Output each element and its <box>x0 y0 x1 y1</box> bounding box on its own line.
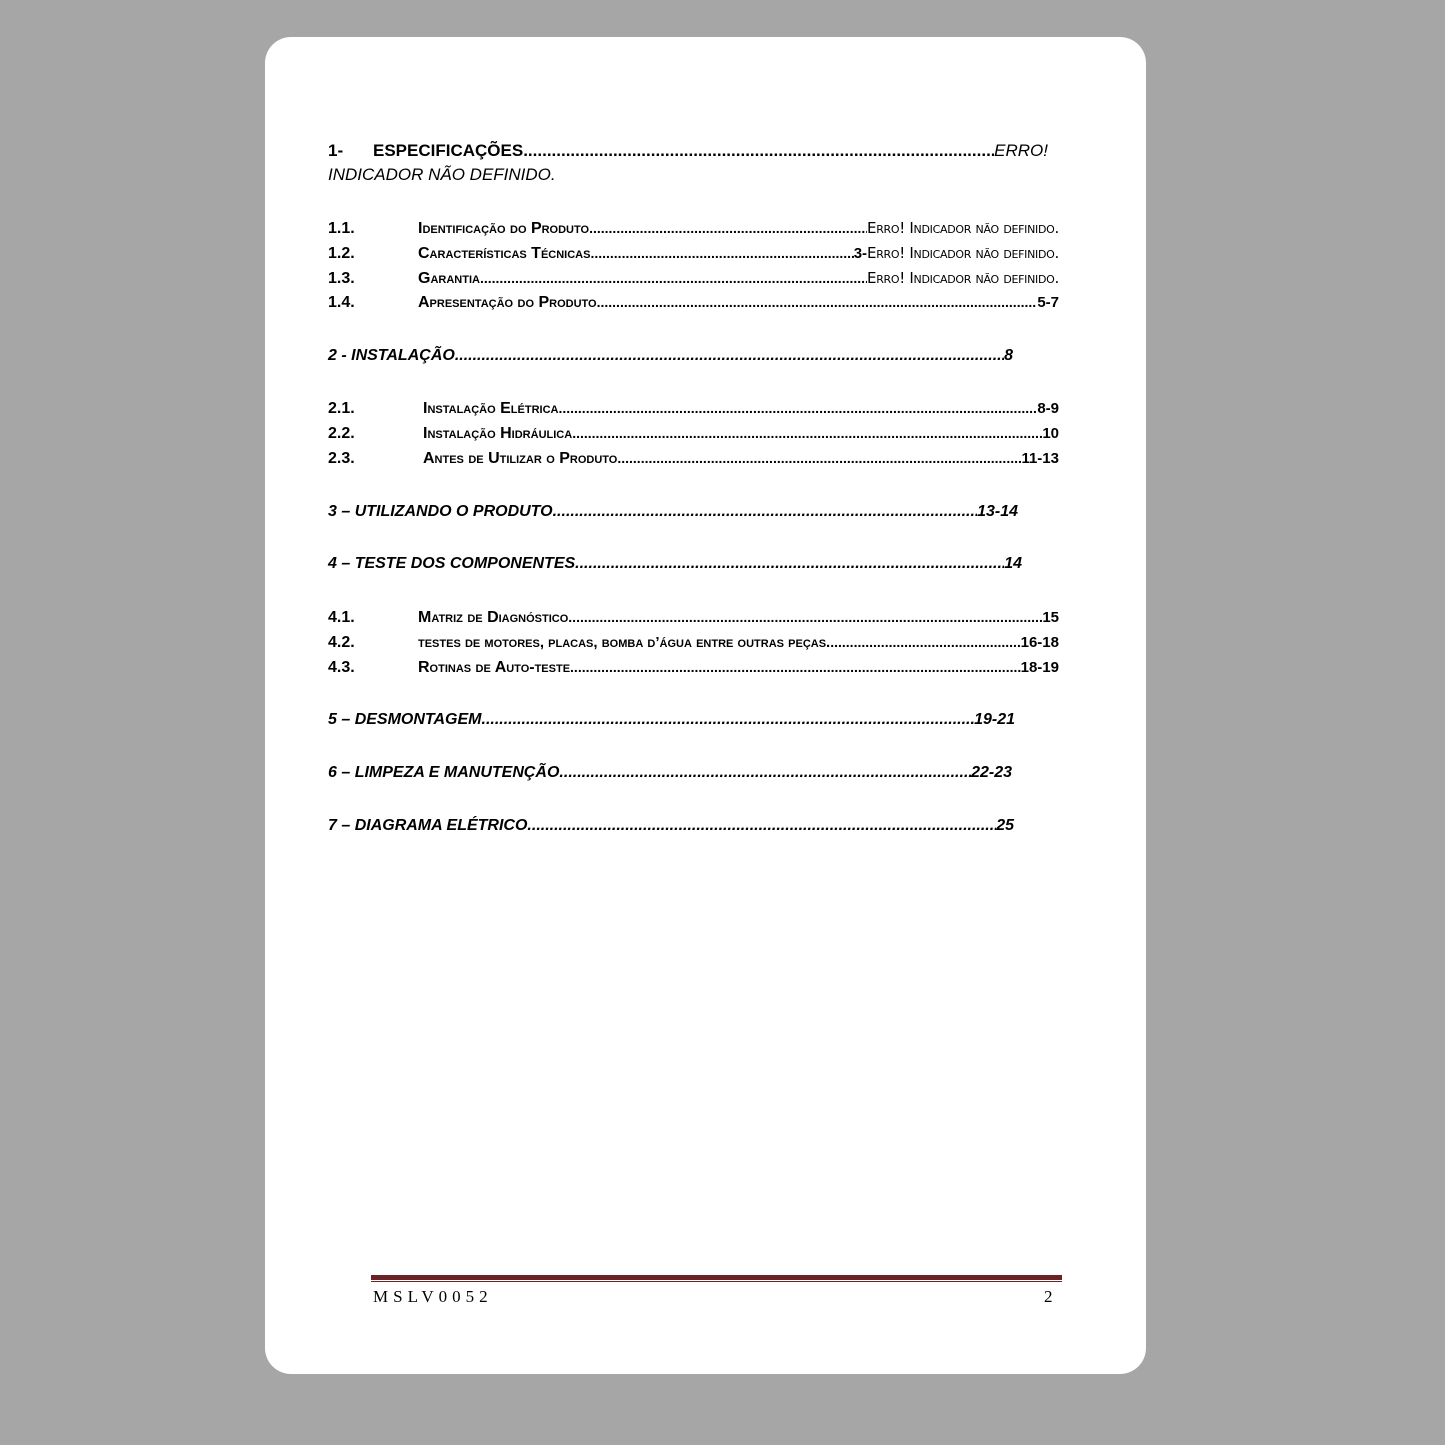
toc-page-ref: 16-18 <box>1020 634 1059 651</box>
toc-title: 2 - INSTALAÇÃO <box>328 347 455 364</box>
toc-number: 1.3. <box>328 270 355 287</box>
toc-leader <box>597 294 1038 310</box>
toc-entry-1-2[interactable] <box>328 244 1059 263</box>
toc-entry-2-1[interactable] <box>328 400 1059 418</box>
toc-page-ref: 19-21 <box>974 711 1015 728</box>
toc-leader <box>553 503 977 521</box>
toc-page-ref: Erro! Indicador não definido. <box>867 269 1059 287</box>
toc-title: Antes de Utilizar o Produto <box>423 450 618 467</box>
toc-entry-4-2[interactable] <box>328 634 1059 652</box>
toc-chapter-4[interactable] <box>328 555 1022 573</box>
toc-leader <box>523 141 994 161</box>
toc-leader <box>480 270 867 286</box>
toc-number: 1.1. <box>328 220 355 237</box>
toc-chapter-6[interactable] <box>328 764 1012 782</box>
toc-number: 4.1. <box>328 609 355 626</box>
toc-page-ref: 14 <box>1004 555 1022 572</box>
toc-title: Apresentação do Produto <box>418 294 597 311</box>
toc-title: 6 – LIMPEZA E MANUTENÇÃO <box>328 764 560 781</box>
toc-page-ref: Erro! Indicador não definido. <box>867 244 1059 262</box>
toc-title: testes de motores, placas, bomba d’água entre outras peças. <box>418 634 831 651</box>
toc-leader <box>559 764 971 782</box>
toc-title: 7 – DIAGRAMA ELÉTRICO <box>328 817 528 834</box>
toc-title: Instalação Elétrica <box>423 400 559 417</box>
toc-title: 4 – TESTE DOS COMPONENTES <box>328 555 576 572</box>
document-page <box>265 37 1146 1374</box>
toc-leader <box>575 555 1004 573</box>
toc-number: 2.1. <box>328 400 355 417</box>
footer-page-number: 2 <box>1044 1287 1053 1306</box>
toc-chapter-3[interactable] <box>328 503 1018 521</box>
toc-page-ref: 25 <box>996 817 1014 834</box>
footer-document-code: MSLV0052 <box>373 1287 493 1306</box>
toc-title: 5 – DESMONTAGEM <box>328 711 482 728</box>
footer-rule <box>371 1275 1062 1280</box>
toc-title: 3 – UTILIZANDO O PRODUTO <box>328 503 553 520</box>
toc-title: Identificação do Produto <box>418 220 590 237</box>
toc-number: 4.3. <box>328 659 355 676</box>
toc-page-ref: 22-23 <box>971 764 1012 781</box>
footer-rule-thin <box>371 1281 1062 1282</box>
toc-page-ref: 8-9 <box>1037 400 1059 417</box>
toc-chapter-5[interactable] <box>328 711 1015 729</box>
toc-leader <box>590 245 853 261</box>
toc-title: Rotinas de Auto-teste <box>418 659 571 676</box>
toc-title: ESPECIFICAÇÕES <box>373 141 524 160</box>
toc-entry-1-3[interactable] <box>328 269 1059 288</box>
toc-chapter-1[interactable] <box>328 141 1048 185</box>
toc-number: 1.4. <box>328 294 355 311</box>
toc-leader <box>570 659 1021 675</box>
toc-page-ref: 13-14 <box>977 503 1018 520</box>
toc-leader <box>572 425 1042 441</box>
toc-page-ref-continued: INDICADOR NÃO DEFINIDO. <box>328 165 556 184</box>
toc-page-ref: 8 <box>1004 347 1013 364</box>
toc-number: 4.2. <box>328 634 355 651</box>
toc-title: Matriz de Diagnóstico <box>418 609 569 626</box>
toc-leader <box>568 609 1042 625</box>
toc-page-ref: ERRO! <box>994 141 1048 160</box>
toc-page-ref: 5-7 <box>1037 294 1059 311</box>
toc-chapter-7[interactable] <box>328 817 1014 835</box>
toc-leader <box>589 220 867 236</box>
toc-leader <box>455 347 1004 365</box>
toc-page-prefix: 3- <box>853 245 868 262</box>
toc-entry-1-4[interactable] <box>328 294 1059 312</box>
toc-page-ref: 15 <box>1042 609 1059 626</box>
toc-number: 2.2. <box>328 425 355 442</box>
toc-leader <box>830 634 1020 650</box>
toc-page-ref: 18-19 <box>1020 659 1059 676</box>
toc-entry-2-3[interactable] <box>328 450 1059 468</box>
toc-entry-1-1[interactable] <box>328 219 1059 238</box>
toc-number: 1- <box>328 141 344 160</box>
toc-entry-2-2[interactable] <box>328 425 1059 443</box>
toc-title: Instalação Hidráulica <box>423 425 573 442</box>
toc-page-ref: Erro! Indicador não definido. <box>867 219 1059 237</box>
toc-number: 1.2. <box>328 245 355 262</box>
toc-leader <box>558 400 1037 416</box>
toc-entry-4-3[interactable] <box>328 659 1059 677</box>
toc-leader <box>482 711 975 729</box>
toc-leader <box>527 817 996 835</box>
toc-title: Garantia <box>418 270 480 287</box>
toc-page-ref: 11-13 <box>1021 450 1059 467</box>
toc-number: 2.3. <box>328 450 355 467</box>
toc-title: Características Técnicas <box>418 245 591 262</box>
toc-page-ref: 10 <box>1042 425 1059 442</box>
toc-entry-4-1[interactable] <box>328 609 1059 627</box>
toc-chapter-2[interactable] <box>328 347 1013 365</box>
toc-leader <box>617 450 1021 466</box>
